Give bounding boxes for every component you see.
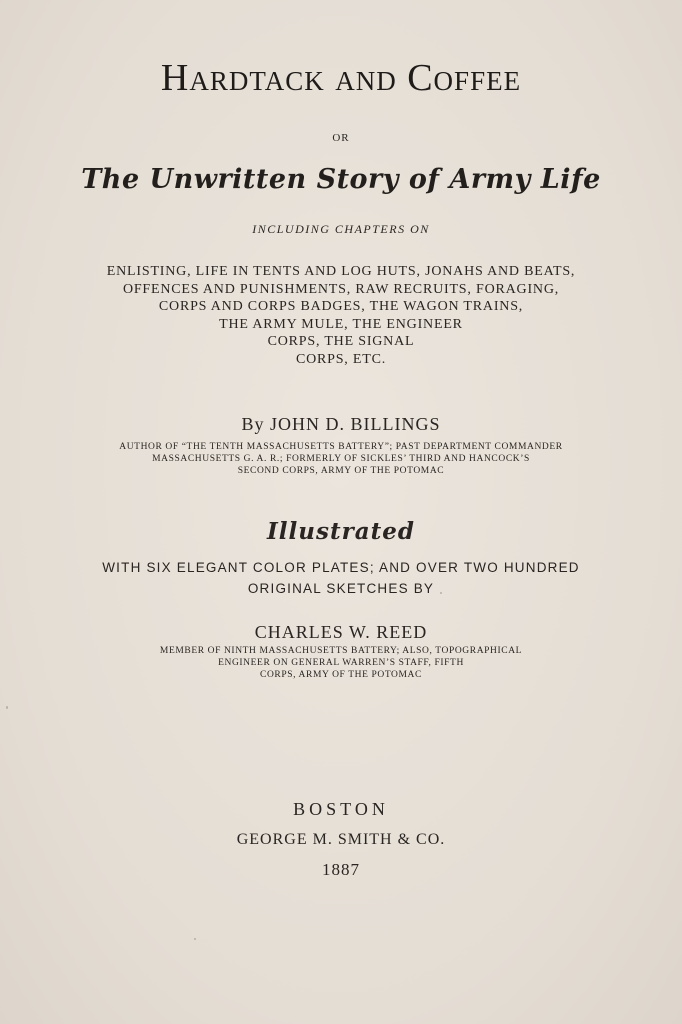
chapters-line: CORPS, ETC.	[295, 351, 387, 367]
plates-line: WITH SIX ELEGANT COLOR PLATES; AND OVER TWO HUNDRED	[102, 560, 580, 575]
illustrated-heading: Illustrated	[267, 518, 415, 545]
author-description	[0, 441, 682, 477]
paper-speck	[194, 938, 196, 940]
paper-speck	[6, 706, 8, 709]
paper-speck	[440, 592, 442, 594]
publication-city: BOSTON	[293, 799, 389, 819]
author-description-line: SECOND CORPS, ARMY OF THE POTOMAC	[237, 466, 445, 476]
illustrator-description	[0, 645, 682, 681]
or-separator: OR	[332, 132, 350, 144]
publication-year: 1887	[322, 860, 360, 879]
plates-line: ORIGINAL SKETCHES BY	[247, 581, 435, 596]
author-description-line: AUTHOR OF “THE TENTH MASSACHUSETTS BATTERY”; PAST DEPARTMENT COMMANDER	[119, 442, 563, 452]
author-description-line: MASSACHUSETTS G. A. R.; FORMERLY OF SICKLES’ THIRD AND HANCOCK’S	[152, 454, 530, 464]
book-title: Hardtack and Coffee	[160, 57, 522, 99]
chapters-list	[0, 263, 682, 368]
chapters-line: CORPS, THE SIGNAL	[267, 334, 415, 349]
illustrator-name: CHARLES W. REED	[254, 622, 428, 642]
chapters-line: OFFENCES AND PUNISHMENTS, RAW RECRUITS, FORAGING,	[122, 281, 560, 297]
illustrator-description-line: MEMBER OF NINTH MASSACHUSETTS BATTERY; ALSO, TOPOGRAPHICAL	[159, 646, 523, 656]
book-subtitle: The Unwritten Story of Army Life	[81, 164, 601, 195]
including-heading: INCLUDING CHAPTERS ON	[252, 222, 430, 236]
plates-description	[0, 557, 682, 599]
illustrator-description-line: CORPS, ARMY OF THE POTOMAC	[260, 670, 422, 680]
author-byline: By JOHN D. BILLINGS	[241, 414, 441, 434]
chapters-line: CORPS AND CORPS BADGES, THE WAGON TRAINS,	[158, 299, 524, 314]
chapters-line: THE ARMY MULE, THE ENGINEER	[219, 316, 463, 332]
illustrator-description-line: ENGINEER ON GENERAL WARREN’S STAFF, FIFTH	[218, 658, 464, 668]
chapters-line: ENLISTING, LIFE IN TENTS AND LOG HUTS, JONAHS AND BEATS,	[106, 264, 576, 279]
publisher-name: GEORGE M. SMITH & CO.	[236, 831, 446, 848]
